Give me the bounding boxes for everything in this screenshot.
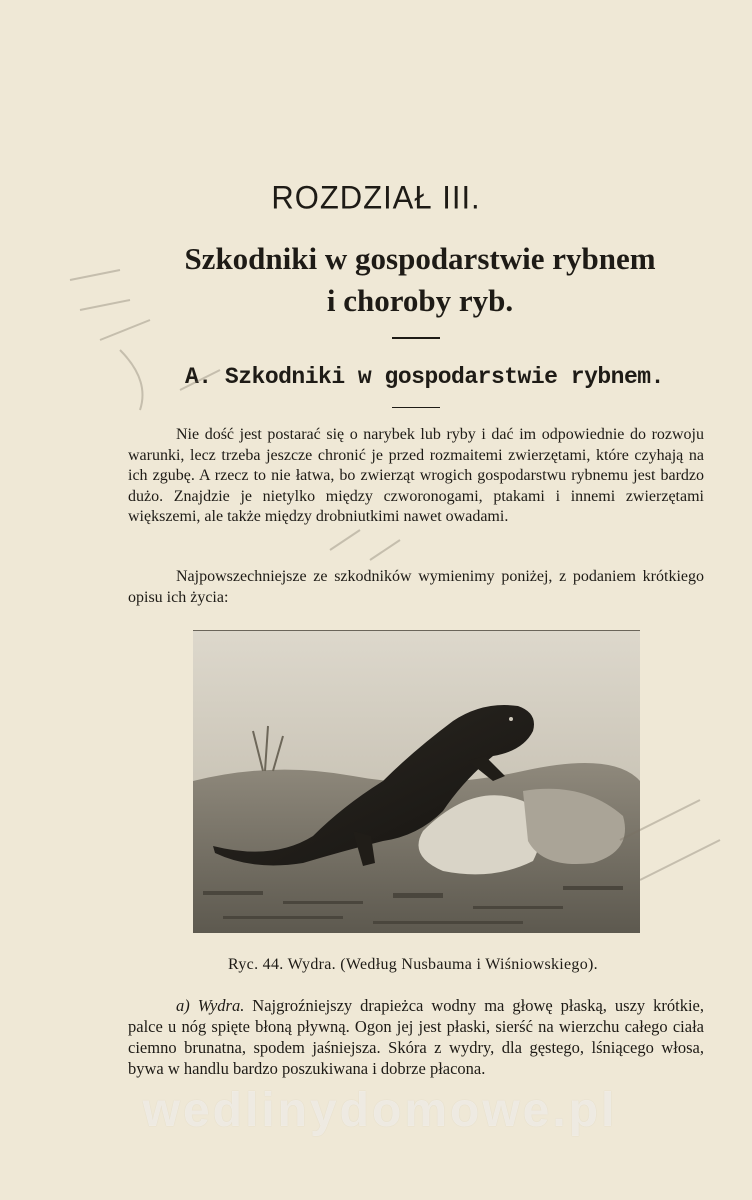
paragraph-intro: Nie dość jest postarać się o narybek lub ryby i dać im odpowiednie do rozwoju warunki, lecz trzeba jeszcze chronić je przed rozmaitemi zwierzętami, które czyhają na ich zgubę. A rzecz to nie łatwa, bo zwierząt wrogich gospodarstwu rybnemu jest bardzo dużo. Znajdzie je nietylko między czworonogami, ptakami i innemi zwierzętami większemi, ale także między drobniutkimi nawet owadami. (128, 426, 704, 525)
chapter-title-line-1: Szkodniki w gospodarstwie rybnem (184, 241, 656, 276)
paragraph-otter (128, 995, 704, 1079)
section-divider (392, 407, 440, 408)
title-divider (392, 337, 440, 339)
otter-description: Najgroźniejszy drapieżca wodny ma głowę płaską, uszy krótkie, palce u nóg spięte błoną pływną. Ogon jej jest płaski, sierść na wierzchu całego ciała ciemno brunatna, spodem jaśniejsza. Skóra z wydry, dla gęstego, lśniącego włosa, bywa w handlu bardzo poszukiwana i dobrze płacona. (128, 996, 704, 1078)
chapter-title-line-2: i choroby ryb. (326, 283, 514, 318)
otter-illustration (193, 631, 640, 933)
otter-photo (193, 630, 640, 933)
chapter-heading: ROZDZIAŁ III. (271, 179, 481, 216)
paragraph-list-intro: Najpowszechniejsze ze szkodników wymienimy poniżej, z podaniem krótkiego opisu ich życia: (128, 568, 704, 606)
otter-heading: a) Wydra. (176, 996, 245, 1015)
figure-caption: Ryc. 44. Wydra. (Według Nusbauma i Wiśniowskiego). (228, 956, 598, 973)
chapter-title (100, 238, 740, 322)
section-heading: A. Szkodniki w gospodarstwie rybnem. (185, 364, 664, 390)
site-watermark: wedlinydomowe.pl (142, 1084, 618, 1137)
